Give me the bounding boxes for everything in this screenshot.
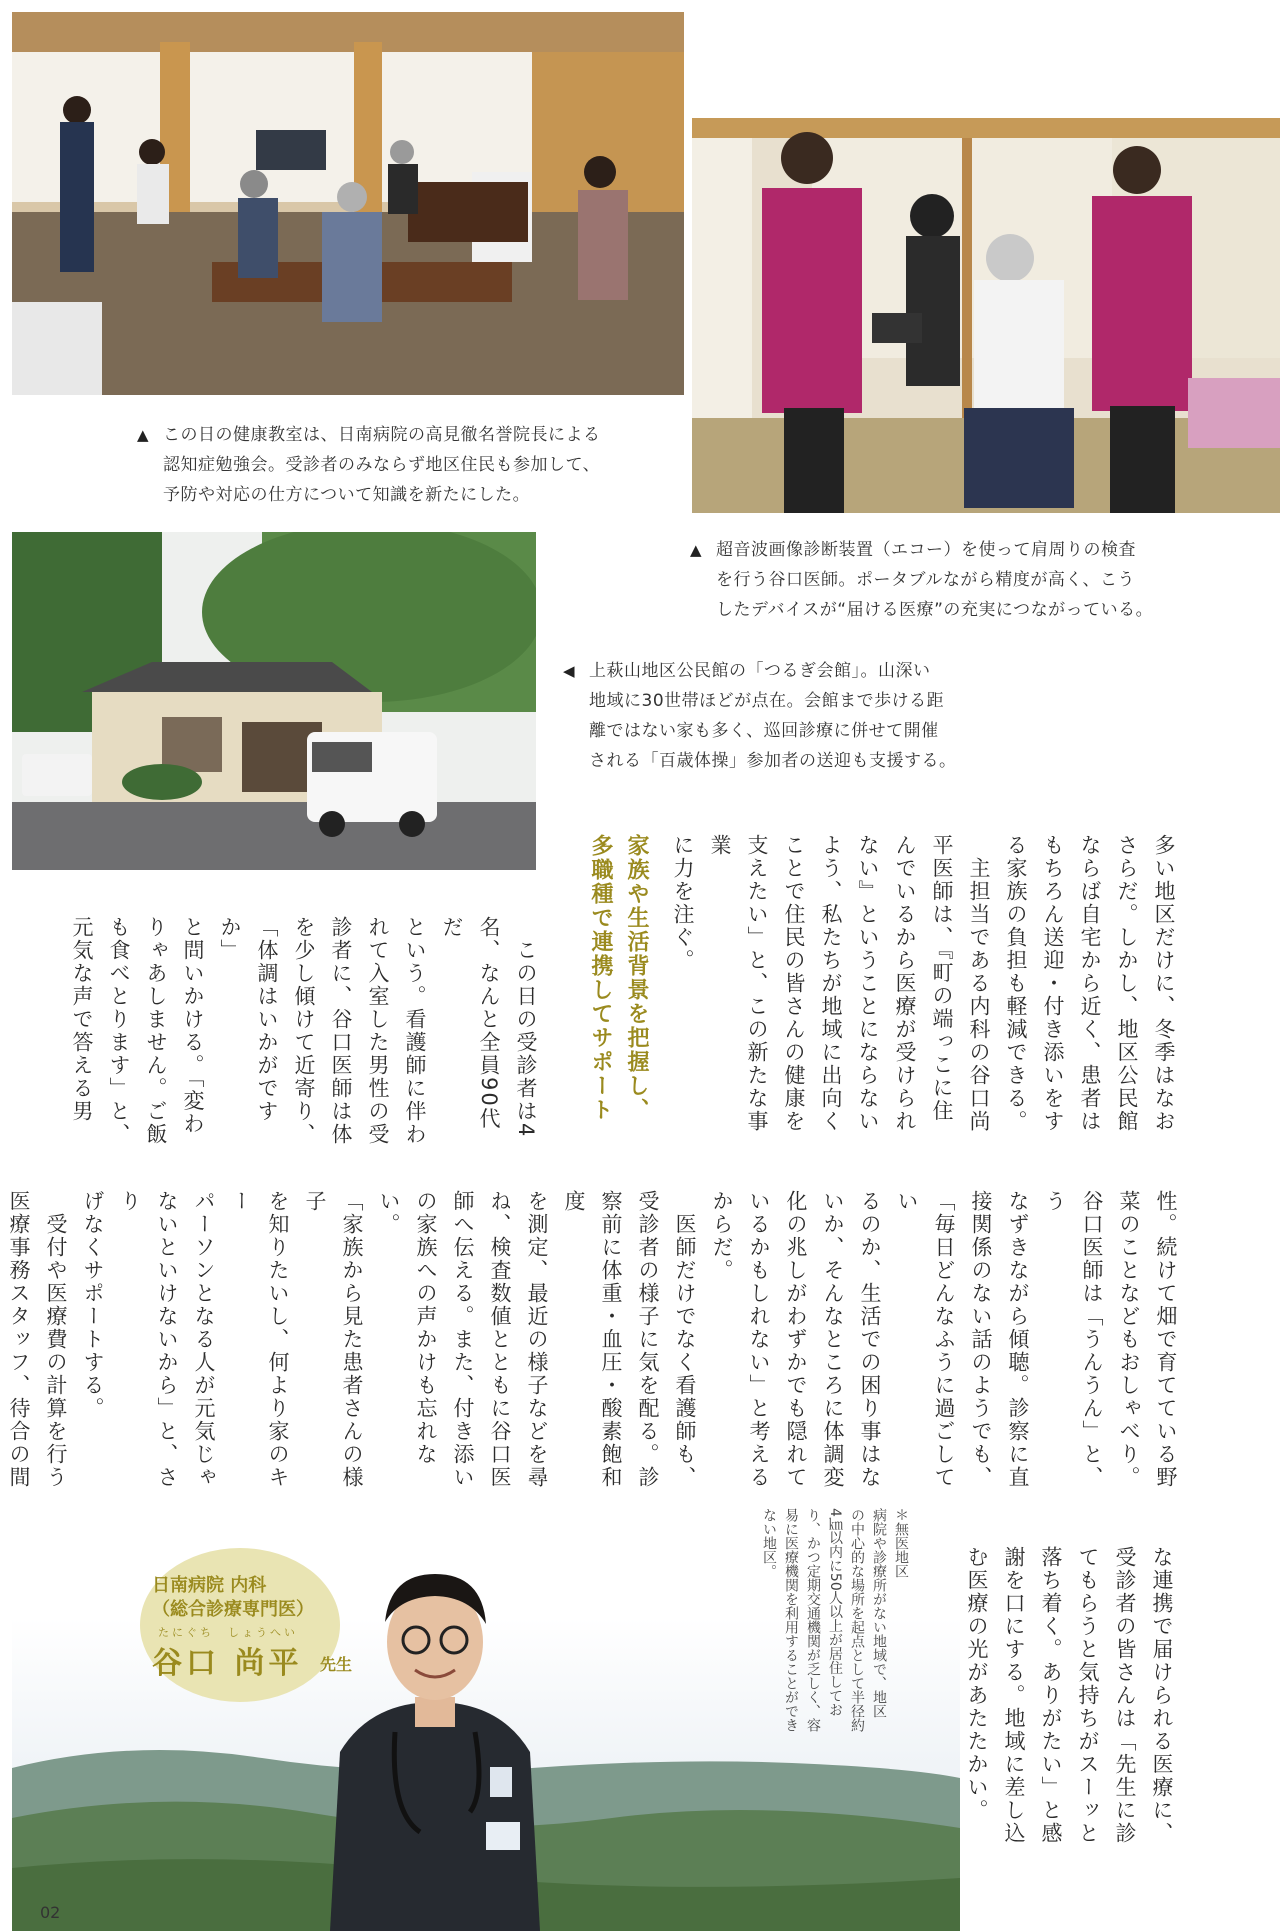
text-line: んでいるから医療が受けられ	[893, 834, 917, 1133]
text-line: 診者に、谷口医師は体	[329, 916, 353, 1146]
caption-echo-exam	[690, 535, 1154, 625]
text-line: ないといけないから」と、さり	[118, 1190, 179, 1489]
text-line: 落ち着く。ありがたい」と感	[1039, 1546, 1063, 1845]
text-line: な連携で届けられる医療に、	[1150, 1546, 1174, 1845]
text-line: この日の受診者は4	[514, 916, 538, 1139]
text-line: なずきながら傾聴。診察に直	[1006, 1190, 1030, 1489]
text-line: 性。続けて畑で育てている野	[1154, 1190, 1178, 1489]
text-line: 菜のことなどもおしゃべり。	[1117, 1190, 1141, 1489]
text-line: 多い地区だけに、冬季はなお	[1152, 834, 1176, 1133]
text-line: も食べとります」と、	[107, 916, 131, 1146]
text-line: ね、検査数値とともに谷口医	[488, 1190, 512, 1489]
article-column-c	[7, 1190, 1184, 1500]
article-column-d	[940, 1546, 1180, 1846]
text-line: る家族の負担も軽減できる。	[1004, 834, 1028, 1133]
text-line: む医療の光があたたかい。	[965, 1546, 989, 1822]
doctor-honorific: 先生	[320, 1655, 353, 1674]
caption-line: 地域に30世帯ほどが点在。会館まで歩ける距	[589, 691, 945, 711]
footnote-line: 病院や診療所がない地域で、地区	[871, 1508, 887, 1718]
text-line: に力を注ぐ。	[671, 834, 695, 972]
text-line: 謝を口にする。地域に差し込	[1002, 1546, 1026, 1845]
text-line: いか、そんなところに体調変	[821, 1190, 845, 1489]
text-line: さらだ。しかし、地区公民館	[1115, 834, 1139, 1133]
text-line: という。看護師に伴わ	[403, 916, 427, 1146]
text-line: よう、私たちが地域に出向く	[819, 834, 843, 1133]
text-line: もちろん送迎・付き添いをす	[1041, 834, 1065, 1133]
article-column-a	[671, 834, 1182, 1144]
doctor-portrait	[310, 1552, 560, 1931]
text-line: れて入室した男性の受	[366, 916, 390, 1146]
text-line: 接関係のない話のようでも、	[969, 1190, 993, 1489]
footnote-line: ＊無医地区	[893, 1508, 909, 1578]
footnote-line: り、かつ定期交通機関が乏しく、容	[805, 1508, 821, 1732]
text-line: と問いかける。「変わ	[181, 916, 205, 1136]
footnote-no-doctor-area	[742, 1508, 912, 1778]
text-line: 谷口医師は「うんうん」と、う	[1043, 1190, 1104, 1489]
caption-line: 上萩山地区公民館の「つるぎ会館」。山深い	[589, 661, 931, 681]
text-line: 名、なんと全員90代だ	[440, 916, 501, 1131]
footnote-line: 4㎞以内に50人以上が居住してお	[827, 1508, 843, 1717]
text-line: 「毎日どんなふうに過ごしてい	[895, 1190, 956, 1489]
text-line: いるかもしれない」と考える	[747, 1190, 771, 1489]
text-line: てもらうと気持ちがスーッと	[1076, 1546, 1100, 1845]
doctor-specialty-line: （総合診療専門医）	[152, 1599, 314, 1620]
photo-echo-exam	[692, 118, 1280, 513]
text-line: ない』ということにならない	[856, 834, 880, 1133]
text-line: パーソンとなる人が元気じゃ	[192, 1190, 216, 1489]
text-line: 元気な声で答える男	[70, 916, 94, 1123]
doctor-name: 谷口 尚平	[152, 1646, 303, 1681]
text-line: 支えたい」と、この新たな事業	[708, 834, 769, 1133]
page-number: 02	[40, 1903, 61, 1922]
section-heading	[580, 834, 654, 1154]
footnote-line: ない地区。	[761, 1508, 777, 1578]
text-line: ならば自宅から近く、患者は	[1078, 834, 1102, 1133]
text-line: の家族への声かけも忘れない。	[377, 1190, 438, 1466]
article-column-b	[70, 916, 544, 1146]
doctor-department	[152, 1574, 314, 1622]
text-line: 「体調はいかがですか」	[218, 916, 279, 1123]
caption-line: される「百歳体操」参加者の送迎も支援する。	[589, 751, 957, 771]
text-line: 主担当である内科の谷口尚	[967, 834, 991, 1133]
triangle-left-icon: ◀	[563, 662, 576, 680]
text-line: からだ。	[710, 1190, 734, 1282]
doctor-department-line: 日南病院 内科	[152, 1575, 267, 1596]
caption-line: 離ではない家も多く、巡回診療に併せて開催	[589, 721, 939, 741]
section-heading-line: 家族や生活背景を把握し、	[624, 834, 649, 1122]
caption-line: 予防や対応の仕方について知識を新たにした。	[163, 485, 531, 505]
triangle-up-icon: ▲	[690, 541, 703, 559]
caption-line: したデバイスが“届ける医療”の充実につながっている。	[716, 600, 1154, 620]
text-line: 医療事務スタッフ、待合の間	[7, 1190, 31, 1489]
caption-line: を行う谷口医師。ポータブルながら精度が高く、こう	[716, 570, 1135, 590]
text-line: りゃあしません。ご飯	[144, 916, 168, 1146]
text-line: ことで住民の皆さんの健康を	[782, 834, 806, 1133]
text-line: るのか、生活での困り事はな	[858, 1190, 882, 1489]
triangle-up-icon: ▲	[137, 426, 150, 444]
article-column-a-lines	[664, 834, 1182, 1144]
text-line: 医師だけでなく看護師も、	[673, 1190, 697, 1489]
text-line: 師へ伝える。また、付き添い	[451, 1190, 475, 1489]
text-line: 「家族から見た患者さんの様子	[303, 1190, 364, 1489]
text-line: 察前に体重・血圧・酸素飽和度	[562, 1190, 623, 1489]
text-line: 平医師は、『町の端っこに住	[930, 834, 954, 1123]
footnote-line: 易に医療機関を利用することができ	[783, 1508, 799, 1732]
caption-line: 超音波画像診断装置（エコー）を使って肩周りの検査	[716, 540, 1136, 560]
caption-line: この日の健康教室は、日南病院の高見徹名誉院長による	[163, 425, 601, 445]
text-line: 受診者の皆さんは「先生に診	[1113, 1546, 1137, 1845]
text-line: 受診者の様子に気を配る。診	[636, 1190, 660, 1489]
footnote-line: の中心的な場所を起点として半径約	[849, 1508, 865, 1732]
photo-health-class	[12, 12, 684, 395]
text-line: を測定、最近の様子などを尋	[525, 1190, 549, 1489]
caption-health-class	[137, 420, 601, 510]
caption-tsurugi-hall	[563, 656, 957, 776]
photo-tsurugi-hall	[12, 532, 536, 870]
text-line: 化の兆しがわずかでも隠れて	[784, 1190, 808, 1489]
doctor-name-ruby: たにぐち しょうへい	[158, 1626, 298, 1639]
text-line: 受付や医療費の計算を行う	[44, 1190, 68, 1489]
section-heading-line: 多職種で連携してサポート	[588, 834, 613, 1122]
text-line: を知りたいし、何より家のキー	[229, 1190, 290, 1489]
caption-line: 認知症勉強会。受診者のみならず地区住民も参加して、	[163, 455, 601, 475]
text-line: げなくサポートする。	[81, 1190, 105, 1420]
text-line: を少し傾けて近寄り、	[292, 916, 316, 1146]
